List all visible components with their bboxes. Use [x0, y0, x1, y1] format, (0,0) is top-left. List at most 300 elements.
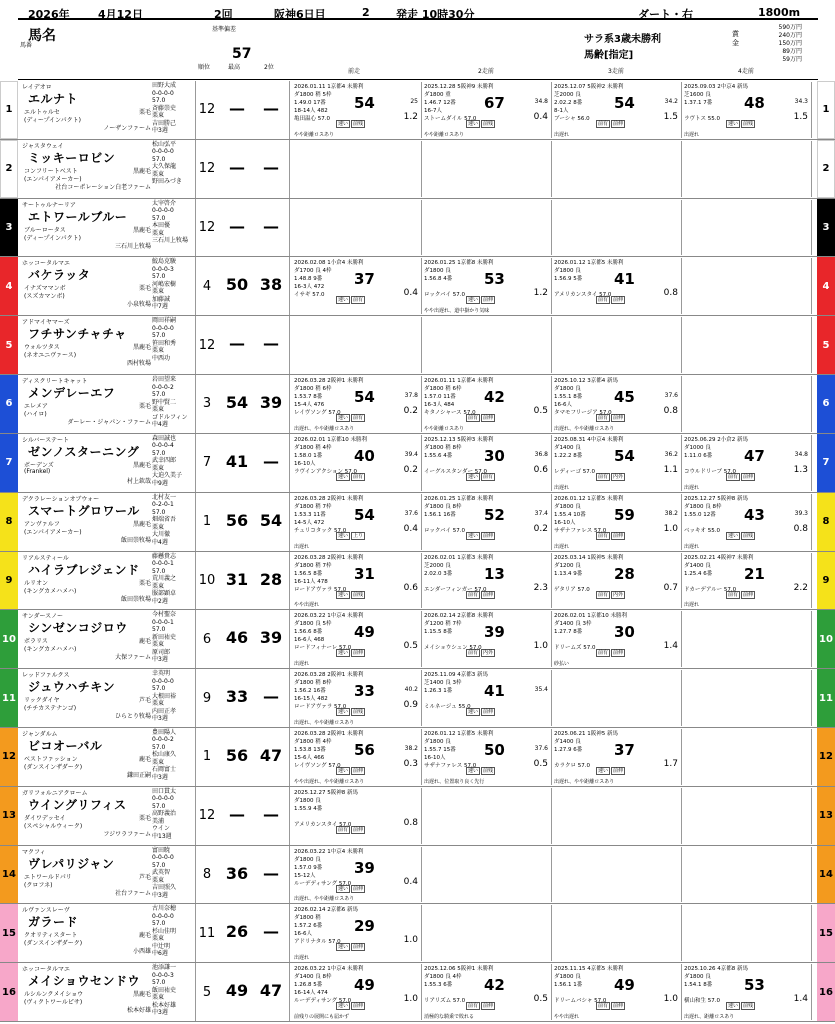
- race-index: 59: [614, 505, 635, 524]
- horse-info: [20, 728, 196, 786]
- race-head: 2025.02.21 4阪神7 未勝利: [684, 554, 754, 561]
- horse-name[interactable]: ゼンノスターニング: [28, 444, 140, 459]
- race-tag: 前伸: [483, 591, 494, 598]
- past-race-3: [552, 611, 682, 667]
- trainer-jockey-block: [152, 494, 196, 547]
- best-index: 46: [225, 628, 249, 648]
- race-head: 2026.02.14 2京都8 未勝利: [424, 613, 494, 620]
- trk-line: 0-0-0-2: [152, 383, 174, 391]
- race-margin: 1.3: [793, 464, 808, 475]
- race-tag: 前伸: [613, 767, 624, 774]
- race-line-1: ダ1800 良 8枠: [424, 503, 462, 510]
- horse-row[interactable]: [0, 610, 835, 669]
- past-race-4: [682, 847, 812, 903]
- race-last3f: 36.2: [664, 450, 678, 458]
- race-margin: 1.7: [663, 758, 678, 769]
- horse-row[interactable]: [0, 787, 835, 846]
- race-head: 2025.06.29 2小倉2 新馬: [684, 436, 748, 443]
- past-race-1: [292, 729, 422, 785]
- trk-line: 0-0-0-0: [152, 207, 174, 215]
- umaban-right: 5: [817, 316, 835, 374]
- race-index: 41: [484, 682, 505, 701]
- past-race-3: [552, 494, 682, 550]
- trk-line: 田野大成: [152, 82, 177, 89]
- horse-name[interactable]: ヴレパリジャン: [28, 856, 115, 871]
- race-line-2: 1.55.9 4番: [294, 805, 323, 812]
- rank-order: 12: [198, 337, 216, 353]
- horse-row[interactable]: [0, 140, 835, 199]
- race-tag: 前伸: [743, 591, 754, 598]
- past-race-4: [682, 964, 812, 1020]
- trk-line: 0-0-0-1: [152, 560, 174, 567]
- horse-row[interactable]: [0, 728, 835, 787]
- race-line-1: ダ1400 良: [684, 562, 711, 569]
- race-margin: 1.4: [793, 994, 808, 1005]
- race-line-4: エンダーフィンガー 57.0: [424, 586, 487, 593]
- race-last3f: 25: [410, 98, 418, 105]
- past-race-3: [552, 553, 682, 609]
- race-last3f: 34.3: [794, 98, 808, 105]
- race-last3f: 35.4: [534, 686, 548, 694]
- race-line-4: アドリナタル 57.0: [294, 939, 341, 946]
- best-index: 26: [225, 922, 249, 942]
- race-margin: 0.7: [663, 582, 678, 593]
- race-last3f: 36.8: [534, 450, 548, 458]
- past-race-3: [552, 905, 682, 961]
- trk-line: 松山康久: [152, 751, 177, 759]
- race-margin: 0.8: [663, 406, 678, 417]
- trk-line: 幸英明: [152, 670, 171, 678]
- trk-line: 栗東: [152, 347, 165, 355]
- race-head: 2026.03.28 2阪神1 未勝利: [294, 495, 364, 502]
- prev2-label: 2走前: [478, 68, 494, 75]
- race-line-2: 1.46.7 12番: [424, 100, 456, 106]
- race-line-1: ダ1800 良: [294, 856, 321, 863]
- trainer-jockey-block: [152, 258, 196, 311]
- race-line-2: 1.55.3 6番: [424, 982, 453, 989]
- race-index: 13: [484, 564, 505, 583]
- past-race-3: [552, 788, 682, 844]
- trk-line: 栗東: [152, 464, 165, 472]
- race-last3f: 40.2: [404, 686, 418, 694]
- ratings: [218, 728, 290, 786]
- horse-info: [20, 904, 196, 962]
- race-margin: 1.0: [403, 994, 418, 1005]
- race-line-1: ダ1800 稍 7枠: [294, 503, 332, 510]
- trainer-jockey-block: [152, 553, 196, 606]
- trk-line: 57.0: [152, 979, 166, 987]
- damsire-name: (エンパイアメーカー): [24, 175, 82, 183]
- breeder: 三石川上牧場: [114, 242, 151, 250]
- race-head: 2025.12.28 5阪神9 未勝利: [424, 84, 494, 90]
- race-line-4: キタノシャース 57.0: [424, 410, 476, 417]
- race-tag: 前伸: [483, 709, 494, 716]
- damsire-name: (クロフネ): [24, 881, 53, 889]
- horse-info: [20, 140, 196, 198]
- trk-line: 北村友一: [152, 493, 177, 501]
- trk-line: 中辻明: [152, 942, 171, 950]
- race-tag: 前有: [598, 650, 609, 657]
- breeder: 松本好雄: [126, 1007, 151, 1015]
- trk-line: 富田暁: [152, 846, 171, 854]
- umaban-left: 3: [0, 199, 18, 257]
- horse-name[interactable]: スマートグロワール: [28, 503, 140, 518]
- horse-name[interactable]: フチサンチャチャ: [28, 327, 127, 342]
- trk-line: 飯田祐史: [152, 986, 177, 994]
- race-tag: 前有: [728, 473, 739, 480]
- race-index: 49: [614, 976, 635, 995]
- race-tag: 前伸: [613, 1003, 624, 1010]
- umaban-left: 5: [0, 316, 18, 374]
- trk-line: 高野義治: [152, 810, 177, 818]
- past-race-2: [422, 905, 552, 961]
- breeder: 社台コーポレーション白老ファーム: [55, 183, 151, 191]
- race-last3f: 38.2: [404, 744, 418, 752]
- horse-info: [20, 552, 196, 610]
- race-head: 2025.06.21 1阪神5 新馬: [554, 730, 618, 737]
- race-comment: やや出遅れ: [554, 1014, 580, 1020]
- race-tags: [596, 473, 625, 481]
- past-race-1: [292, 435, 422, 491]
- ratings: [218, 316, 290, 374]
- race-index: 33: [354, 682, 375, 701]
- race-index: 54: [354, 388, 375, 407]
- start-time: 発走 10時30分: [396, 8, 475, 21]
- trainer-jockey-block: [152, 435, 196, 488]
- horse-name[interactable]: シンゼンコジロウ: [28, 621, 128, 636]
- race-line-2: 2.02.2 8番: [554, 100, 583, 106]
- second-index: —: [263, 863, 279, 883]
- race-line-4: ゲタリア 57.0: [554, 586, 590, 593]
- umaban-right: 7: [817, 434, 835, 492]
- race-line-4: ロックバイ 57.0: [424, 527, 466, 534]
- race-comment: 消極的な騎乗で敗れる: [424, 1014, 475, 1020]
- race-margin: 2.2: [793, 582, 808, 593]
- race-line-2: 1.53.3 11番: [294, 511, 326, 518]
- umaban-right: 14: [817, 846, 835, 904]
- race-comment: 出遅れ: [684, 131, 700, 138]
- second-index: 39: [259, 393, 283, 413]
- dam-name: アンヴァルフ: [24, 520, 60, 528]
- race-tag: 内外: [613, 591, 624, 598]
- second-label: 2位: [264, 64, 274, 71]
- race-tag: 前伸: [353, 826, 364, 833]
- past-race-1: [292, 200, 422, 256]
- race-line-3: 16-10人: [294, 460, 316, 467]
- umaban-label: 馬番: [20, 42, 33, 49]
- race-line-1: ダ1800 良 4枠: [424, 974, 462, 981]
- trk-line: 中3週: [152, 773, 168, 781]
- race-index: 48: [744, 94, 765, 112]
- coat-color: 鹿毛: [138, 638, 151, 646]
- trk-line: 石岡富士: [152, 766, 177, 774]
- race-head: 2025.09.03 2中京4 新馬: [684, 84, 748, 90]
- race-tag: 前残: [353, 709, 364, 716]
- race-number: 2: [362, 6, 370, 19]
- past-race-1: [292, 553, 422, 609]
- race-line-2: 1.56.6 8番: [294, 629, 323, 636]
- rank-order: 7: [202, 455, 212, 471]
- race-tag: 内外: [483, 650, 494, 657]
- dam-name: ブルーロータス: [24, 226, 66, 234]
- trk-line: 0-0-0-4: [152, 442, 174, 450]
- race-line-4: ストームダイル 57.0: [424, 116, 477, 122]
- race-line-1: 芝2000 良: [424, 562, 451, 569]
- race-head: 2026.03.28 2阪神1 未勝利: [294, 730, 364, 737]
- umaban-right: 13: [817, 787, 835, 845]
- race-tag: 前有: [598, 415, 609, 422]
- dam-name: ルシルンクメイショウ: [24, 991, 84, 999]
- coat-color: 黒鹿毛: [132, 167, 151, 175]
- coat-color: 芦毛: [138, 697, 151, 705]
- race-margin: 0.3: [403, 758, 418, 769]
- race-tag: 前有: [598, 473, 609, 480]
- race-head: 2025.11.09 4京都3 新馬: [424, 672, 488, 679]
- trk-line: 武英智: [152, 869, 171, 877]
- race-tags: [596, 296, 625, 304]
- dam-name: ボーデンズ: [24, 461, 54, 469]
- breeder: ノーザンファーム: [103, 125, 151, 132]
- trk-line: 0-0-0-2: [152, 736, 174, 744]
- best-label: 最高: [228, 64, 241, 71]
- race-index: 39: [354, 858, 375, 877]
- trk-line: 0-0-0-0: [152, 148, 174, 156]
- race-line-2: 1.56.9 5番: [554, 276, 583, 283]
- prev3-label: 3走前: [608, 68, 624, 75]
- sire-name: ホッコータルマエ: [22, 966, 71, 974]
- sire-name: サートゥルナーリア: [22, 201, 76, 209]
- horse-name[interactable]: ビコオーバル: [28, 738, 103, 753]
- race-margin: 0.6: [533, 464, 548, 475]
- race-tags: [336, 943, 365, 951]
- coat-color: 黒鹿毛: [132, 461, 151, 469]
- horse-row[interactable]: [0, 904, 835, 963]
- coat-color: 芦毛: [138, 873, 151, 881]
- race-line-3: 18-14人 482: [294, 108, 328, 114]
- race-margin: 0.8: [793, 523, 808, 534]
- horse-name[interactable]: ハイラブレジェンド: [28, 562, 140, 577]
- horse-name[interactable]: メンデレーエフ: [28, 386, 116, 401]
- trk-line: 栗東: [152, 876, 165, 884]
- race-tags: [466, 473, 495, 481]
- second-index: —: [263, 334, 279, 354]
- trk-line: 57.0: [152, 743, 166, 751]
- prev1-label: 前走: [348, 68, 361, 75]
- race-line-4: ロードアヴァラ 57.0: [294, 586, 347, 593]
- best-index: 31: [225, 569, 249, 589]
- past-race-2: [422, 670, 552, 726]
- race-tag: 前有: [483, 473, 494, 480]
- race-line-3: 16-14人 474: [294, 990, 328, 997]
- race-line-1: ダ1400 良: [554, 444, 581, 451]
- coat-color: 栗毛: [138, 403, 151, 411]
- second-index: —: [263, 157, 279, 177]
- damsire-name: (Frankel): [24, 467, 51, 475]
- race-line-2: 1.53.7 8番: [294, 394, 323, 401]
- race-head: 2025.10.26 4京都8 新馬: [684, 966, 748, 973]
- horse-row[interactable]: [0, 199, 835, 258]
- horse-name[interactable]: ウイングリフィス: [28, 797, 127, 812]
- past-race-4: [682, 317, 812, 373]
- trk-line: 野田みづき: [152, 178, 182, 186]
- race-comment: 出遅れ、位置取り良く先行: [424, 778, 485, 785]
- best-index: —: [229, 99, 245, 118]
- trk-line: 栗東: [152, 288, 165, 296]
- horse-info: [20, 493, 196, 551]
- past-race-2: [422, 317, 552, 373]
- horse-row[interactable]: [0, 493, 835, 552]
- race-line-1: ダ1800 稍 6枠: [424, 386, 462, 393]
- horse-name[interactable]: ミッキーロビン: [28, 150, 116, 165]
- race-tags: [336, 532, 365, 540]
- trk-line: 栗東: [152, 523, 165, 531]
- race-line-3: 16-6人 468: [294, 637, 325, 644]
- race-line-2: 2.02.0 3番: [424, 570, 453, 577]
- trk-line: 0-0-0-0: [152, 795, 174, 803]
- horse-row[interactable]: [0, 316, 835, 375]
- race-margin: 1.1: [663, 464, 678, 475]
- horse-name[interactable]: ガラード: [28, 915, 79, 930]
- trk-line: 栗東: [152, 758, 165, 766]
- trk-line: 栗東: [152, 406, 165, 414]
- trk-line: 野中賢二: [152, 398, 177, 406]
- trk-line: 松本好雄: [152, 1001, 177, 1009]
- race-head: 2026.01.11 1京都4 未勝利: [424, 378, 494, 385]
- prev4-label: 4走前: [738, 68, 754, 75]
- past-race-2: [422, 141, 552, 197]
- race-tags: [596, 767, 625, 775]
- umaban-right: 6: [817, 375, 835, 433]
- race-line-1: ダ1200 稍 7枠: [424, 621, 462, 628]
- past-race-3: [552, 141, 682, 197]
- trk-line: 中13週: [152, 832, 172, 840]
- horse-info: [20, 375, 196, 433]
- race-tag: 速い: [338, 1003, 349, 1010]
- sire-name: シルバーステート: [22, 436, 70, 444]
- race-tags: [596, 414, 625, 422]
- race-margin: 1.5: [793, 112, 808, 122]
- race-index: 47: [744, 446, 765, 465]
- past-race-1: [292, 317, 422, 373]
- trk-line: 中3週: [152, 715, 168, 723]
- race-tag: 前残: [353, 121, 364, 127]
- horse-row[interactable]: [0, 669, 835, 728]
- race-line-2: 1.54.1 8番: [684, 982, 713, 989]
- race-tag: 前有: [728, 591, 739, 598]
- trk-line: 57.0: [152, 685, 166, 693]
- horse-name[interactable]: エトワールブルー: [28, 209, 128, 224]
- horse-name[interactable]: ジュウハチキン: [28, 680, 116, 695]
- trk-line: 0-0-0-0: [152, 89, 174, 97]
- race-line-3: 16-7人: [424, 108, 442, 114]
- horse-row[interactable]: [0, 375, 835, 434]
- ratings: [218, 904, 290, 962]
- race-tag: 速い: [338, 297, 349, 304]
- trk-line: 中4週: [152, 421, 168, 429]
- race-line-1: ダ1200 良: [554, 562, 581, 569]
- damsire-name: (エンパイアメーカー): [24, 528, 82, 536]
- horse-name[interactable]: メイショウセンドウ: [28, 974, 141, 989]
- ratings: [218, 81, 290, 139]
- race-head: 2025.12.27 5阪神8 新馬: [294, 789, 358, 796]
- race-line-1: ダ1800 良: [554, 974, 581, 981]
- race-margin: 0.4: [533, 112, 548, 122]
- rank-order: 12: [198, 808, 216, 824]
- race-head: 2026.03.22 1中京4 未勝利: [294, 848, 364, 855]
- past-race-3: [552, 964, 682, 1020]
- race-line-1: ダ1800 重: [424, 92, 451, 98]
- race-line-3: 16-11人 478: [294, 578, 328, 585]
- past-race-2: [422, 611, 552, 667]
- race-tags: [596, 532, 625, 540]
- horse-info: [20, 669, 196, 727]
- horse-row[interactable]: [0, 963, 835, 1022]
- race-line-4: ロードアヴァラ 57.0: [294, 704, 347, 711]
- trk-line: 大根田裕: [152, 692, 177, 700]
- race-head: 2026.03.28 2阪神1 未勝利: [294, 554, 364, 561]
- trk-line: 三石川上牧場: [152, 237, 189, 245]
- coat-color: 栗毛: [138, 285, 151, 293]
- past-race-3: [552, 435, 682, 491]
- breeder: 村上欽哉: [126, 477, 151, 485]
- trainer-jockey-block: [152, 141, 196, 186]
- horse-row[interactable]: [0, 552, 835, 611]
- horse-row[interactable]: [0, 434, 835, 493]
- race-last3f: 39.3: [794, 509, 808, 517]
- race-line-3: 16-3人 484: [424, 402, 455, 409]
- breeder: 大保ファーム: [115, 654, 151, 662]
- race-comment: やや出遅れ: [294, 602, 320, 609]
- horse-row[interactable]: [0, 846, 835, 905]
- race-index: 21: [744, 564, 765, 583]
- race-line-1: 芝2000 良: [554, 92, 581, 98]
- past-race-3: [552, 258, 682, 314]
- weight: 57: [232, 46, 252, 62]
- race-line-2: 1.25.4 6番: [684, 570, 713, 577]
- past-race-4: [682, 905, 812, 961]
- coat-color: 黒鹿毛: [132, 991, 151, 999]
- past-race-4: [682, 376, 812, 432]
- race-tag: 前伸: [613, 297, 624, 304]
- race-comment: やや出遅れ、やや距離ロスあり: [294, 778, 365, 785]
- dam-name: ウォルツタス: [24, 344, 60, 352]
- past-race-2: [422, 494, 552, 550]
- horse-row[interactable]: [0, 257, 835, 316]
- trk-line: 中3週: [152, 891, 168, 899]
- race-margin: 0.8: [663, 288, 678, 299]
- race-index: 40: [354, 446, 375, 465]
- race-tags: [336, 708, 365, 716]
- ratings: [218, 257, 290, 315]
- umaban-left: 16: [0, 963, 18, 1021]
- race-tags: [336, 414, 365, 422]
- race-tag: 前有: [353, 415, 364, 422]
- race-tag: 前伸: [743, 473, 754, 480]
- race-tag: 速い: [338, 591, 349, 598]
- race-tag: 前有: [598, 1003, 609, 1010]
- horse-row[interactable]: [0, 81, 835, 140]
- horse-name[interactable]: バケラッタ: [28, 268, 91, 283]
- race-tags: [596, 591, 625, 599]
- race-index: 31: [354, 564, 375, 583]
- horse-name[interactable]: エルナト: [28, 92, 79, 106]
- race-line-2: 1.13.4 9番: [554, 570, 583, 577]
- race-tag: 前残: [353, 591, 364, 598]
- race-line-1: ダ1800 良: [554, 386, 581, 393]
- ratings: [218, 140, 290, 198]
- race-last3f: 37.8: [404, 392, 418, 400]
- damsire-name: (ディープインパクト): [24, 234, 81, 242]
